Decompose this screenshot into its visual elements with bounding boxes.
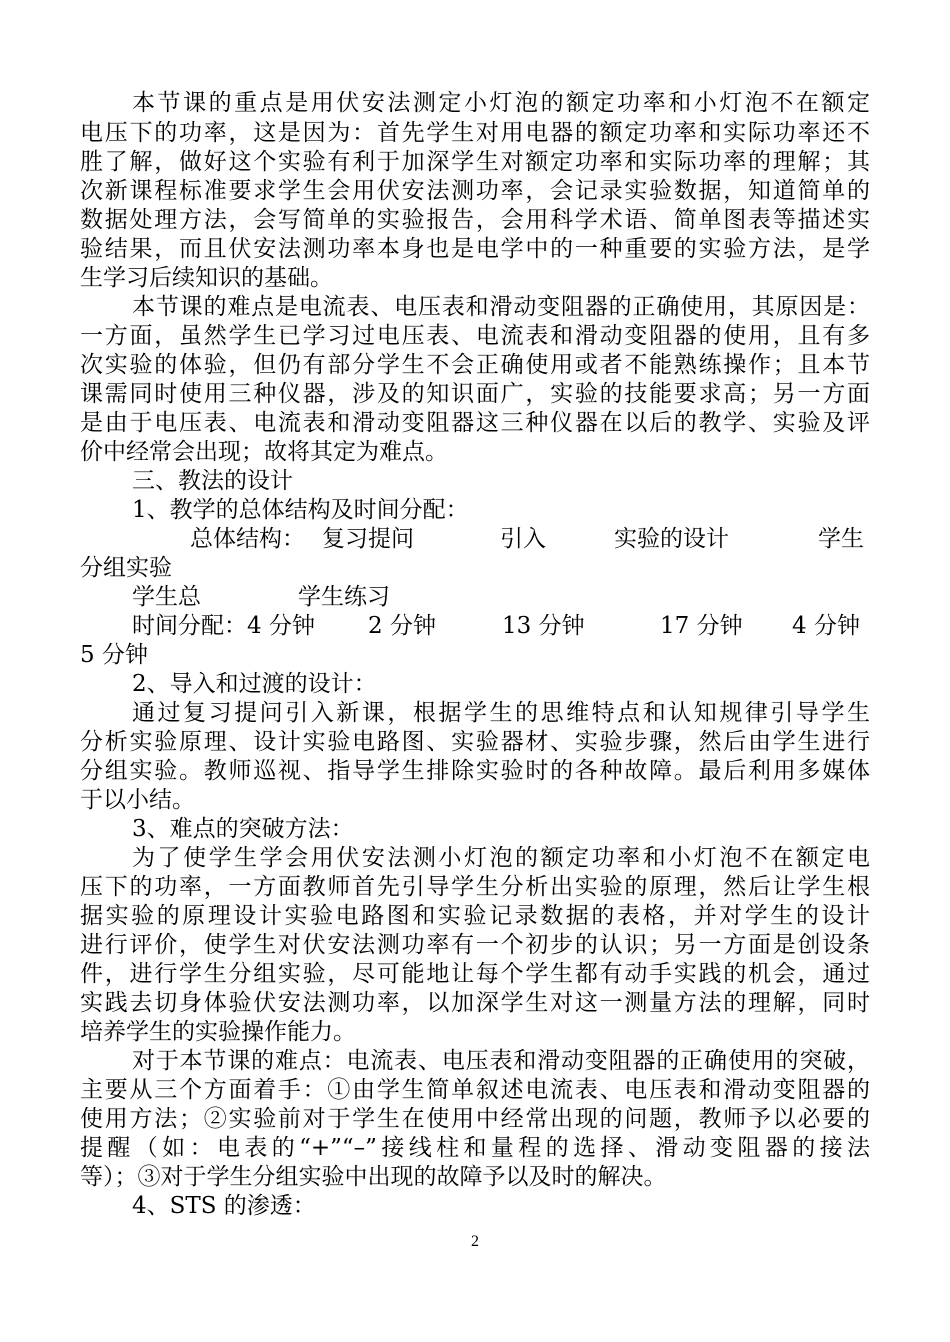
time-row [80,611,870,641]
text-line: 验结果，而且伏安法测功率本身也是电学中的一种重要的实验方法，是学 [80,236,870,262]
text-line: 课需同时使用三种仪器，涉及的知识面广，实验的技能要求高；另一方面 [80,381,870,407]
subsection-heading: 3、难点的突破方法： [132,816,354,842]
subsection-heading: 4、STS 的渗透： [132,1193,316,1219]
structure-row [80,524,870,554]
structure-item: 复习提问 [322,526,414,552]
text-line: 实践去切身体验伏安法测功率，以加深学生对这一测量方法的理解，同时 [80,990,870,1016]
structure-item: 引入 [500,526,546,552]
text-line: 分析实验原理、设计实验电路图、实验器材、实验步骤，然后由学生进行 [80,729,870,755]
text-line: 本节课的重点是用伏安法测定小灯泡的额定功率和小灯泡不在额定 [132,90,870,116]
text-line: 进行评价，使学生对伏安法测功率有一个初步的认识；另一方面是创设条 [80,932,870,958]
time-item: 4 分钟 [247,613,315,639]
text-line: 价中经常会出现；故将其定为难点。 [80,439,448,465]
text-line: 培养学生的实验操作能力。 [80,1019,356,1045]
text-line: 主要从三个方面着手：①由学生简单叙述电流表、电压表和滑动变阻器的 [80,1077,870,1103]
text-line: 次新课程标准要求学生会用伏安法测功率，会记录实验数据，知道简单的 [80,178,870,204]
text-line: 于以小结。 [80,787,195,813]
structure-item: 学生 [818,526,864,552]
text-line: 分组实验 [80,555,172,581]
structure-item: 实验的设计 [614,526,729,552]
text-line: 一方面，虽然学生已学习过电压表、电流表和滑动变阻器的使用，且有多 [80,323,870,349]
structure-item: 学生总 [132,584,201,610]
text-line: 等）；③对于学生分组实验中出现的故障予以及时的解决。 [80,1164,667,1190]
page-number: 2 [471,1233,479,1250]
text-line: 对于本节课的难点：电流表、电压表和滑动变阻器的正确使用的突破， [132,1048,870,1074]
text-line: 提醒（如：电表的“+”“–”接线柱和量程的选择、滑动变阻器的接法 [80,1135,870,1161]
section-heading: 三、教法的设计 [132,468,293,494]
text-line: 据实验的原理设计实验电路图和实验记录数据的表格，并对学生的设计 [80,903,870,929]
text-line: 分组实验。教师巡视、指导学生排除实验时的各种故障。最后利用多媒体 [80,758,870,784]
text-line: 件，进行学生分组实验，尽可能地让每个学生都有动手实践的机会，通过 [80,961,870,987]
text-line: 为了使学生学会用伏安法测小灯泡的额定功率和小灯泡不在额定电 [132,845,870,871]
text-line: 胜了解，做好这个实验有利于加深学生对额定功率和实际功率的理解；其 [80,149,870,175]
time-item: 13 分钟 [502,613,585,639]
time-item: 2 分钟 [368,613,436,639]
text-line: 压下的功率，一方面教师首先引导学生分析出实验的原理，然后让学生根 [80,874,870,900]
text-line: 是由于电压表、电流表和滑动变阻器这三种仪器在以后的教学、实验及评 [80,410,870,436]
structure-label: 总体结构： [190,526,305,552]
time-item: 4 分钟 [792,613,860,639]
text-line: 次实验的体验，但仍有部分学生不会正确使用或者不能熟练操作；且本节 [80,352,870,378]
text-line: 本节课的难点是电流表、电压表和滑动变阻器的正确使用，其原因是： [132,294,870,320]
text-line: 使用方法；②实验前对于学生在使用中经常出现的问题，教师予以必要的 [80,1106,870,1132]
text-line: 生学习后续知识的基础。 [80,265,333,291]
text-line: 5 分钟 [80,642,148,668]
structure-item: 学生练习 [298,584,390,610]
time-item: 17 分钟 [660,613,743,639]
subsection-heading: 1、教学的总体结构及时间分配： [132,497,469,523]
structure-row-cont [80,582,870,612]
text-line: 数据处理方法，会写简单的实验报告，会用科学术语、简单图表等描述实 [80,207,870,233]
time-label: 时间分配： [132,613,247,639]
subsection-heading: 2、导入和过渡的设计： [132,671,377,697]
text-line: 电压下的功率，这是因为：首先学生对用电器的额定功率和实际功率还不 [80,120,870,146]
text-line: 通过复习提问引入新课，根据学生的思维特点和认知规律引导学生 [132,700,870,726]
